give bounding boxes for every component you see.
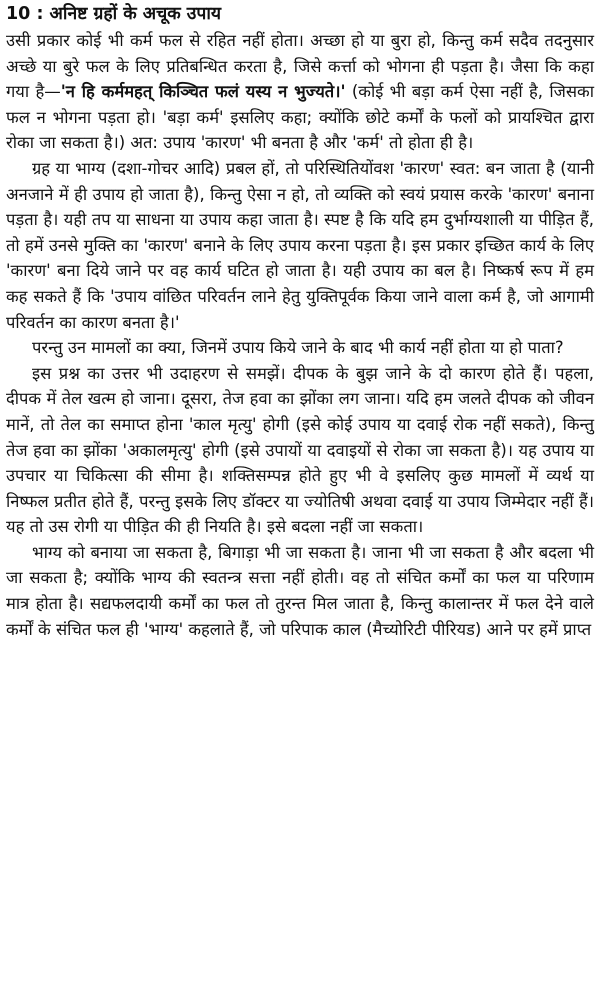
paragraph-4: इस प्रश्न का उत्तर भी उदाहरण से समझें। दीपक के बुझ जाने के दो कारण होते हैं। पहला, दीपक में तेल खत्म हो जाना। दूसरा, तेज हवा का झोंका लग जाना। यदि हम जलते दीपक को जीवन मानें, तो तेल का समाप्त होना 'काल मृत्यु' होगी (इसे कोई उपाय या दवाई रोक नहीं सकते), किन्तु तेज हवा का झोंका 'अकालमृत्यु' होगी (इसे उपायों या दवाइयों से रोका जा सकता है)। यह उपाय या उपचार या चिकित्सा की सीमा है। शक्तिसम्पन्न होते हुए भी वे इसलिए कुछ मामलों में व्यर्थ या निष्फल प्रतीत होते हैं, परन्तु इसके लिए डॉक्टर या ज्योतिषी अथवा दवाई या उपाय जिम्मेदार नहीं हैं। यह तो उस रोगी या पीड़ित की ही नियति है। इसे बदला नहीं जा सकता। bbox=[6, 363, 594, 537]
page-number: 10 bbox=[6, 4, 31, 24]
sanskrit-quote: 'न हि कर्ममहत् किञ्चित फलं यस्य न भुज्यते।' bbox=[60, 82, 346, 102]
paragraph-1-text-before: उसी प्रकार कोई भी कर्म फल से रहित नहीं होता। अच्छा हो या बुरा हो, किन्तु कर्म सदैव तदनुसार अच्छे या बुरे फल के लिए प्रतिबन्धित करता है, जिसे कर्त्ता को भोगना ही पड़ता है। जैसा कि कहा गया है— bbox=[6, 31, 594, 102]
paragraph-1-text-after: (कोई भी बड़ा कर्म ऐसा नहीं है, जिसका फल न भोगना पड़ता हो। 'बड़ा कर्म' इसलिए कहा; क्योंकि छोटे कर्मों के फलों को प्रायश्चित द्वारा रोका जा सकता है।) अत: उपाय 'कारण' भी बनता है और 'कर्म' तो होता ही है। bbox=[6, 82, 594, 153]
paragraph-2: ग्रह या भाग्य (दशा-गोचर आदि) प्रबल हों, तो परिस्थितियोंवश 'कारण' स्वत: बन जाता है (यानी अनजाने में ही उपाय हो जाता है), किन्तु ऐसा न हो, तो व्यक्ति को स्वयं प्रयास करके 'कारण' बनाना पड़ता है। यही तप या साधना या उपाय कहा जाता है। स्पष्ट है कि यदि हम दुर्भाग्यशाली या पीड़ित हैं, तो हमें उनसे मुक्ति का 'कारण' बनाने के लिए उपाय करना पड़ता है। इस प्रकार इच्छित कार्य के लिए 'कारण' बना दिये जाने पर वह कार्य घटित हो जाता है। यही उपाय का बल है। निष्कर्ष रूप में हम कह सकते हैं कि 'उपाय वांछित परिवर्तन लाने हेतु युक्तिपूर्वक किया जाने वाला कर्म है, जो आगामी परिवर्तन का कारण बनता है।' bbox=[6, 158, 594, 332]
header-separator: : bbox=[30, 4, 50, 24]
paragraph-5: भाग्य को बनाया जा सकता है, बिगाड़ा भी जा सकता है। जाना भी जा सकता है और बदला भी जा सकता है; क्योंकि भाग्य की स्वतन्त्र सत्ता नहीं होती। वह तो संचित कर्मों का फल या परिणाम मात्र होता है। सद्यफलदायी कर्मों का फल तो तुरन्त मिल जाता है, किन्तु कालान्तर में फल देने वाले कर्मों के संचित फल ही 'भाग्य' कहलाते हैं, जो परिपाक काल (मैच्योरिटी पीरियड) आने पर हमें प्राप्त bbox=[6, 542, 594, 639]
paragraph-1 bbox=[6, 28, 594, 156]
page-header bbox=[6, 2, 594, 26]
paragraph-3: परन्तु उन मामलों का क्या, जिनमें उपाय किये जाने के बाद भी कार्य नहीं होता या हो पाता? bbox=[32, 338, 564, 358]
running-title: अनिष्ट ग्रहों के अचूक उपाय bbox=[49, 4, 222, 24]
